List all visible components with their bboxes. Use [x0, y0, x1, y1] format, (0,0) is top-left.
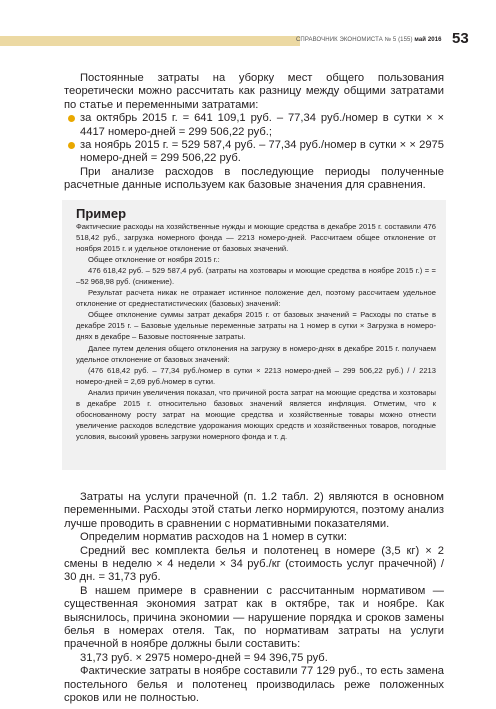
example-paragraph: Анализ причин увеличения показал, что причиной роста затрат на моющие средства и хозтовары в декабре 2015 г. относительно базовых значений является инфляция. Отметим, что к обоснованному росту затрат на моющие средства и хозяйственные товары можно отнести увеличение расходов вследствие удорожания моющих средств и хозяйственных товаров, погодные условия, высокий уровень загрузки номерного фонда и т. д. — [76, 387, 436, 441]
body-paragraph: Определим норматив расходов на 1 номер в сутки: — [80, 531, 348, 544]
example-paragraph: Фактические расходы на хозяйственные нужды и моющие средства в декабре 2015 г. составили 476 518,42 руб., загрузка номерного фонда — 2213 номеро-дней. Рассчитаем общее отклонение от ноября 2015 г. и удельное отклонение от базовых значений. — [76, 222, 436, 254]
example-paragraph: Далее путем деления общего отклонения на загрузку в номеро-днях в декабре 2015 г. получаем удельное отклонение от базовых значений: — [76, 343, 436, 364]
example-paragraph: Результат расчета никак не отражает истинное положение дел, поэтому рассчитаем удельное отклонение от среднестатистических (базовых) значений: — [76, 288, 436, 309]
page-number: 53 — [452, 30, 469, 47]
example-paragraph: Общее отклонение суммы затрат декабря 2015 г. от базовых значений = Расходы по статье в декабре 2015 г. – Базовые удельные переменные затраты на 1 номер в сутки × Загрузка в номеро-днях в декабре – Базовые постоянные затраты. — [76, 310, 436, 342]
body-paragraph: Фактические затраты в ноябре составили 77 129 руб., то есть замена постельного белья и полотенец производилась реже положенных сроков или не полностью. — [64, 665, 444, 705]
example-title: Пример — [76, 206, 127, 221]
bullet-text-november: за ноябрь 2015 г. = 529 587,4 руб. – 77,34 руб./номер в сутки × × 2975 номеро-дней = 299 506,22 руб. — [80, 139, 444, 165]
intro-paragraph: Постоянные затраты на уборку мест общего пользования теоретически можно рассчитать как разницу между общими затратами по статье и переменными затратами: — [64, 72, 444, 111]
intro-section — [64, 72, 444, 193]
example-formula: 476 618,42 руб. – 529 587,4 руб. (затраты на хозтовары и моющие средства в ноябре 2015 г.) = = –52 968,98 руб. (снижение). — [76, 266, 436, 287]
intro-conclusion: При анализе расходов в последующие периоды полученные расчетные данные используем как базовые значения для сравнения. — [64, 165, 444, 192]
header-accent-bar — [0, 36, 300, 46]
body-paragraph: В нашем примере в сравнении с рассчитанным нормативом — существенная экономия затрат как в октябре, так и ноябре. Как выяснилось, причина экономии — нарушение порядка и сроков замены белья в номерах отеля. Так, по нормативам затраты на услуги прачечной в ноябре должны были составить: — [64, 584, 444, 651]
bullet-icon — [64, 112, 80, 139]
example-body — [76, 221, 436, 442]
list-item — [64, 112, 444, 139]
running-header — [296, 37, 442, 43]
body-paragraph: Затраты на услуги прачечной (п. 1.2 табл. 2) являются в основном переменными. Расходы этой статьи легко нормируются, поэтому анализ лучше проводить в сравнении с нормативными показателями. — [64, 491, 444, 530]
laundry-section — [64, 491, 444, 706]
bullet-icon — [64, 139, 80, 166]
body-paragraph: Средний вес комплекта белья и полотенец в номере (3,5 кг) × 2 смены в неделю × 4 недели × 34 руб./кг (стоимость услуг прачечной) / 30 дн. = 31,73 руб. — [64, 544, 444, 584]
list-item — [64, 139, 444, 166]
body-formula: 31,73 руб. × 2975 номеро-дней = 94 396,75 руб. — [80, 651, 328, 664]
issue-date: май 2016 — [414, 37, 442, 43]
journal-name: СПРАВОЧНИК ЭКОНОМИСТА № 5 (155) — [296, 37, 413, 43]
example-formula: (476 618,42 руб. – 77,34 руб./номер в сутки × 2213 номеро-дней – 299 506,22 руб.) / / 2213 номеро-дней = 2,69 руб./номер в сутки. — [76, 365, 436, 386]
example-paragraph: Общее отклонение от ноября 2015 г.: — [88, 255, 220, 265]
bullet-text-october: за октябрь 2015 г. = 641 109,1 руб. – 77,34 руб./номер в сутки × × 4417 номеро-дней = 299 506,22 руб.; — [80, 112, 444, 138]
